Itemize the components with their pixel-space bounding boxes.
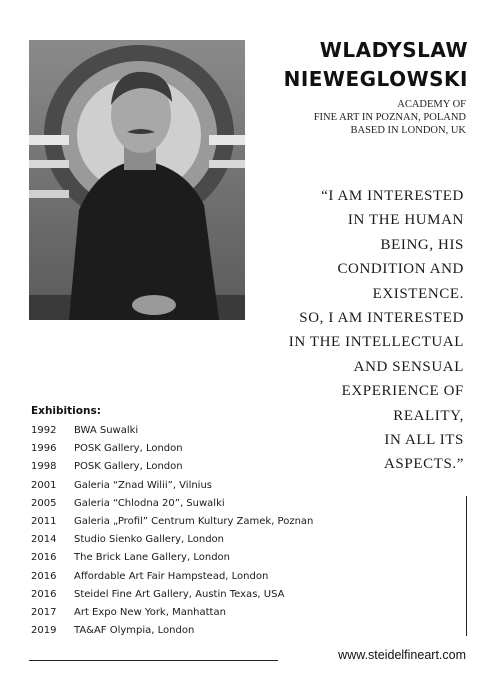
quote-line: IN THE INTELLECTUAL <box>288 334 464 351</box>
exhibition-year: 2005 <box>31 497 57 509</box>
vertical-divider <box>466 496 467 636</box>
quote-line: BEING, HIS <box>380 236 464 253</box>
quote-line: EXPERIENCE OF <box>341 383 464 400</box>
quote-line: REALITY, <box>393 407 464 424</box>
exhibition-venue: Affordable Art Fair Hampstead, London <box>74 570 269 582</box>
exhibition-venue: Galeria “Chlodna 20”, Suwalki <box>74 497 225 509</box>
artist-name-line: WLADYSLAW <box>319 38 468 62</box>
exhibition-venue: Art Expo New York, Manhattan <box>74 606 226 618</box>
affiliation-line: ACADEMY OF <box>397 99 466 110</box>
exhibition-venue: BWA Suwalki <box>74 425 139 436</box>
exhibition-item <box>31 458 313 476</box>
exhibition-venue: Steidel Fine Art Gallery, Austin Texas, USA <box>74 588 285 600</box>
exhibition-year: 2016 <box>31 570 57 582</box>
exhibition-year: 2016 <box>31 552 57 564</box>
exhibition-item <box>31 440 313 458</box>
exhibitions-heading: Exhibitions: <box>31 405 101 417</box>
exhibition-year: 2014 <box>31 534 57 546</box>
exhibition-year: 2017 <box>31 606 57 618</box>
exhibition-year: 1992 <box>31 425 57 436</box>
exhibition-venue: Galeria „Profil” Centrum Kultury Zamek, Poznan <box>74 515 314 527</box>
website-url[interactable]: www.steidelfineart.com <box>338 648 466 662</box>
artist-name <box>284 36 468 94</box>
quote-line: CONDITION AND <box>337 261 464 278</box>
exhibition-item <box>31 477 313 495</box>
quote-line: IN ALL ITS <box>384 432 464 449</box>
quote-line: AND SENSUAL <box>353 358 464 375</box>
exhibition-year: 2019 <box>31 625 57 637</box>
portrait-photo <box>29 40 245 320</box>
quote-line: SO, I AM INTERESTED <box>299 310 464 327</box>
exhibition-year: 1996 <box>31 443 57 455</box>
exhibition-venue: POSK Gallery, London <box>74 443 183 455</box>
exhibition-venue: Galeria “Znad Wilii”, Vilnius <box>74 479 213 491</box>
exhibition-item <box>31 495 313 513</box>
exhibitions-list <box>31 422 313 640</box>
exhibition-item <box>31 568 313 586</box>
exhibition-year: 2016 <box>31 588 57 600</box>
exhibition-item <box>31 422 313 440</box>
exhibition-venue: TA&AF Olympia, London <box>74 625 195 637</box>
portrait-illustration <box>29 40 245 320</box>
exhibition-item <box>31 604 313 622</box>
exhibition-item <box>31 586 313 604</box>
affiliation-line: FINE ART IN POZNAN, POLAND <box>313 112 466 123</box>
exhibition-venue: The Brick Lane Gallery, London <box>74 552 230 564</box>
artist-quote <box>289 184 464 477</box>
exhibition-venue: Studio Sienko Gallery, London <box>74 534 225 546</box>
signature-line <box>29 660 278 661</box>
artist-affiliation <box>314 98 466 137</box>
artist-name-line: NIEWEGLOWSKI <box>283 67 468 91</box>
exhibition-item <box>31 622 313 640</box>
exhibition-year: 1998 <box>31 461 57 473</box>
exhibition-item <box>31 549 313 567</box>
exhibition-item <box>31 531 313 549</box>
exhibition-venue: POSK Gallery, London <box>74 461 183 473</box>
quote-line: EXISTENCE. <box>372 285 464 302</box>
exhibition-year: 2001 <box>31 479 57 491</box>
exhibition-item <box>31 513 313 531</box>
affiliation-line: BASED IN LONDON, UK <box>350 125 466 136</box>
quote-line: ASPECTS.” <box>384 456 464 473</box>
quote-line: IN THE HUMAN <box>347 212 464 229</box>
exhibition-year: 2011 <box>31 515 57 527</box>
quote-line: “I AM INTERESTED <box>321 188 464 204</box>
